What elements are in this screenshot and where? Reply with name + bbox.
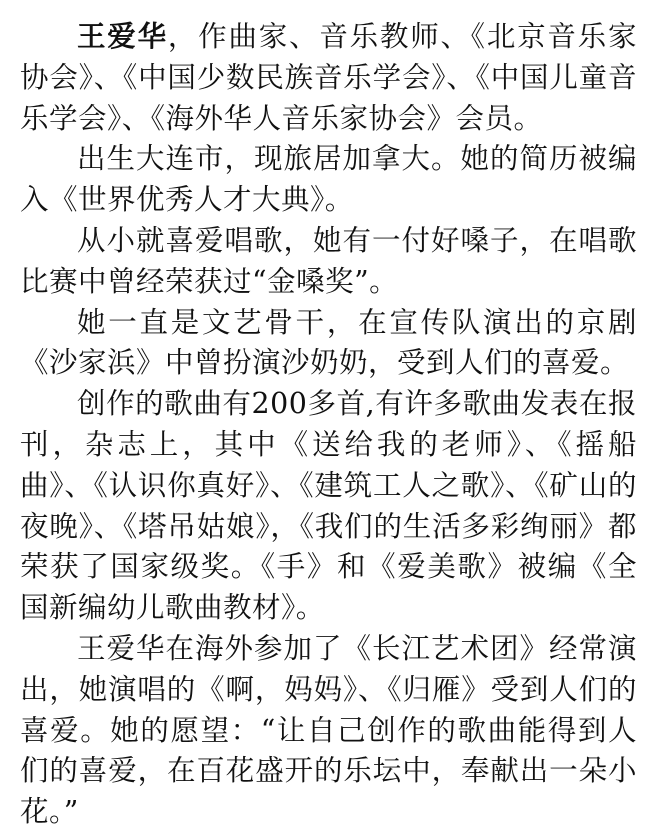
paragraph-birthplace: 出生大连市，现旅居加拿大。她的简历被编入《世界优秀人才大典》。: [20, 142, 637, 217]
paragraph-overseas: 王爱华在海外参加了《长江艺术团》经常演出，她演唱的《啊，妈妈》、《归雁》受到人们的喜爱。她的愿望：“让自己创作的歌曲能得到人们的喜爱，在百花盛开的乐坛中，奉献出一朵小花。”: [20, 631, 637, 829]
paragraph-performance: 她一直是文艺骨干，在宣传队演出的京剧《沙家浜》中曾扮演沙奶奶，受到人们的喜爱。: [20, 305, 637, 380]
person-name: 王爱华: [77, 19, 168, 53]
paragraph-intro: [20, 16, 637, 139]
paragraph-singing: 从小就喜爱唱歌，她有一付好嗓子，在唱歌比赛中曾经荣获过“金嗓奖”。: [20, 223, 637, 298]
paragraph-compositions: 创作的歌曲有200多首,有许多歌曲发表在报刊，杂志上，其中《送给我的老师》、《摇船曲》、《认识你真好》、《建筑工人之歌》、《矿山的夜晚》、《塔吊姑娘》，《我们的生活多彩绚丽》都荣获了国家级奖。《手》和《爱美歌》被编《全国新编幼儿歌曲教材》。: [20, 387, 637, 625]
intro-text: ，作曲家、音乐教师、《北京音乐家协会》、《中国少数民族音乐学会》、《中国儿童音乐学会》、《海外华人音乐家协会》会员。: [20, 20, 637, 135]
